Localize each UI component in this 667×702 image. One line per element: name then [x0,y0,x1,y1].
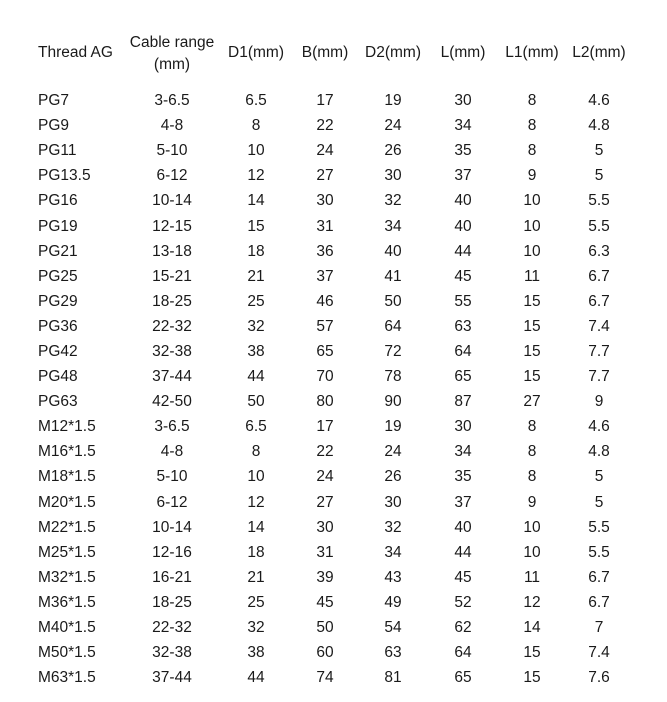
table-row [30,464,632,489]
cell-d1: 18 [247,242,265,260]
cell-l1: 10 [523,543,541,561]
table-row [30,163,632,188]
table-row [30,515,632,540]
cell-thread: PG11 [38,142,77,160]
cell-cable-range: 4-8 [160,117,184,135]
cell-b: 36 [316,242,334,260]
cell-l2: 7 [594,619,604,637]
header-thread: Thread AG [38,44,113,61]
cell-l1: 15 [523,669,541,687]
cell-thread: M63*1.5 [38,669,96,687]
cell-d1: 12 [247,493,265,511]
cell-thread: PG19 [38,217,78,235]
table-body [30,88,632,690]
cell-l1: 8 [527,468,537,486]
cell-l: 63 [454,317,472,335]
cell-d1: 12 [247,167,265,185]
table-row [30,339,632,364]
cell-d2: 26 [384,468,402,486]
header-b: B(mm) [301,44,349,61]
cell-thread: M12*1.5 [38,418,96,436]
table-row [30,314,632,339]
cell-l1: 9 [527,167,537,185]
cell-l1: 15 [523,317,541,335]
cell-d1: 38 [247,644,265,662]
cell-l2: 6.7 [588,568,610,586]
cell-d2: 78 [384,368,402,386]
cell-cable-range: 22-32 [152,619,192,637]
cell-l: 45 [454,267,472,285]
cell-d1: 25 [247,292,265,310]
cell-thread: M16*1.5 [38,443,96,461]
table-row [30,138,632,163]
cell-d1: 10 [247,468,265,486]
cell-d2: 32 [384,192,402,210]
cell-cable-range: 6-12 [156,167,188,185]
cell-l2: 4.6 [588,418,610,436]
header-cable-range-line2: (mm) [153,56,191,73]
cell-cable-range: 5-10 [156,142,188,160]
cell-l: 64 [454,644,472,662]
cell-d2: 81 [384,669,402,687]
cell-l: 37 [454,493,472,511]
cell-l2: 7.6 [588,669,610,687]
cell-d2: 30 [384,493,402,511]
cell-b: 57 [316,317,334,335]
cell-l: 34 [454,443,472,461]
cell-d2: 24 [384,443,402,461]
cell-l2: 6.3 [588,242,610,260]
cell-thread: M25*1.5 [38,543,96,561]
cell-d2: 72 [384,342,402,360]
cell-l: 30 [454,92,472,110]
table-row [30,665,632,690]
cell-thread: PG29 [38,292,78,310]
cell-l1: 8 [527,443,537,461]
cell-l1: 10 [523,217,541,235]
cell-l: 55 [454,292,472,310]
cell-cable-range: 16-21 [152,568,192,586]
table-row [30,389,632,414]
cell-l1: 9 [527,493,537,511]
cell-l2: 5.5 [588,543,610,561]
header-l1: L1(mm) [505,44,559,61]
cell-d2: 49 [384,593,402,611]
cell-l2: 9 [594,393,604,411]
header-row [30,30,632,88]
cell-l2: 5 [594,493,604,511]
cell-cable-range: 10-14 [152,192,192,210]
cell-l: 45 [454,568,472,586]
cell-cable-range: 37-44 [152,368,192,386]
cell-b: 60 [316,644,334,662]
cell-d1: 10 [247,142,265,160]
cell-b: 30 [316,192,334,210]
cell-l1: 8 [527,117,537,135]
cell-d1: 6.5 [245,418,267,436]
table-row [30,113,632,138]
cell-l1: 15 [523,342,541,360]
table-row [30,439,632,464]
cell-d2: 19 [384,92,402,110]
cell-b: 30 [316,518,334,536]
cell-b: 70 [316,368,334,386]
header-d2: D2(mm) [365,44,421,61]
table-row [30,289,632,314]
cell-d2: 34 [384,543,402,561]
cell-b: 22 [316,117,334,135]
cell-l2: 6.7 [588,267,610,285]
cell-cable-range: 12-16 [152,543,192,561]
cell-b: 24 [316,468,334,486]
cell-l1: 11 [523,267,541,285]
cell-d1: 14 [247,192,265,210]
header-l2: L2(mm) [572,44,626,61]
cell-b: 37 [316,267,334,285]
cell-b: 39 [316,568,334,586]
cell-d2: 64 [384,317,402,335]
cell-l1: 14 [523,619,541,637]
cell-l2: 5 [594,142,604,160]
cell-cable-range: 10-14 [152,518,192,536]
cell-b: 27 [316,493,334,511]
cell-b: 24 [316,142,334,160]
table-row [30,615,632,640]
cell-d1: 18 [247,543,265,561]
cell-d2: 54 [384,619,402,637]
cell-thread: M32*1.5 [38,568,96,586]
cell-l: 40 [454,192,472,210]
cell-l1: 10 [523,192,541,210]
cell-d1: 25 [247,593,265,611]
cell-b: 46 [316,292,334,310]
cell-l2: 5.5 [588,518,610,536]
cell-thread: PG25 [38,267,78,285]
cell-d1: 8 [251,117,261,135]
cell-cable-range: 42-50 [152,393,192,411]
cell-thread: M22*1.5 [38,518,96,536]
cell-d2: 90 [384,393,402,411]
cell-b: 17 [316,418,334,436]
cable-gland-spec-table [30,30,632,690]
cell-thread: M20*1.5 [38,493,96,511]
cell-l1: 15 [523,368,541,386]
cell-b: 17 [316,92,334,110]
cell-d2: 41 [384,267,402,285]
cell-l2: 7.7 [588,368,610,386]
cell-l1: 12 [523,593,541,611]
cell-d2: 43 [384,568,402,586]
cell-thread: PG21 [38,242,78,260]
cell-d2: 32 [384,518,402,536]
cell-d1: 32 [247,317,265,335]
cell-l2: 6.7 [588,593,610,611]
cell-l1: 8 [527,418,537,436]
cell-thread: M36*1.5 [38,593,96,611]
cell-l2: 4.8 [588,117,610,135]
cell-b: 45 [316,593,334,611]
cell-cable-range: 4-8 [160,443,184,461]
cell-l2: 7.4 [588,644,610,662]
cell-b: 80 [316,393,334,411]
cell-d2: 34 [384,217,402,235]
cell-l: 37 [454,167,472,185]
cell-l2: 5 [594,167,604,185]
cell-l: 40 [454,217,472,235]
table-row [30,590,632,615]
cell-l1: 11 [523,568,541,586]
table-header [30,30,632,88]
cell-l2: 7.4 [588,317,610,335]
cell-l1: 10 [523,518,541,536]
cell-cable-range: 32-38 [152,342,192,360]
table-row [30,239,632,264]
cell-b: 31 [316,217,334,235]
cell-l: 52 [454,593,472,611]
cell-cable-range: 13-18 [152,242,192,260]
header-cable-range [124,30,220,88]
cell-d1: 50 [247,393,265,411]
cell-l2: 4.6 [588,92,610,110]
cell-d1: 38 [247,342,265,360]
cell-cable-range: 18-25 [152,593,192,611]
cell-cable-range: 22-32 [152,317,192,335]
table-row [30,364,632,389]
cell-cable-range: 18-25 [152,292,192,310]
table-row [30,213,632,238]
cell-l2: 5.5 [588,192,610,210]
cell-l1: 8 [527,92,537,110]
table-row [30,490,632,515]
cell-thread: PG16 [38,192,78,210]
cell-d2: 40 [384,242,402,260]
cell-thread: M18*1.5 [38,468,96,486]
cell-l: 35 [454,468,472,486]
cell-l: 65 [454,368,472,386]
cell-cable-range: 32-38 [152,644,192,662]
cell-l: 64 [454,342,472,360]
cell-cable-range: 3-6.5 [154,418,190,436]
table-row [30,88,632,113]
cell-l2: 6.7 [588,292,610,310]
cell-d1: 6.5 [245,92,267,110]
table-row [30,640,632,665]
cell-d2: 24 [384,117,402,135]
cell-d1: 21 [247,568,265,586]
cell-b: 50 [316,619,334,637]
cell-d2: 19 [384,418,402,436]
cell-l: 44 [454,242,472,260]
cell-thread: PG42 [38,342,78,360]
cell-cable-range: 12-15 [152,217,192,235]
cell-l1: 15 [523,292,541,310]
cell-d2: 26 [384,142,402,160]
cell-thread: PG13.5 [38,167,91,185]
cell-l: 62 [454,619,472,637]
cell-l: 35 [454,142,472,160]
cell-thread: PG36 [38,317,78,335]
cell-b: 22 [316,443,334,461]
cell-d2: 63 [384,644,402,662]
cell-l2: 7.7 [588,342,610,360]
cell-d1: 15 [247,217,265,235]
cell-thread: PG63 [38,393,78,411]
cell-b: 65 [316,342,334,360]
cell-thread: M50*1.5 [38,644,96,662]
cell-l1: 10 [523,242,541,260]
cell-d1: 21 [247,267,265,285]
cell-cable-range: 15-21 [152,267,192,285]
cell-d1: 32 [247,619,265,637]
cell-cable-range: 3-6.5 [154,92,190,110]
cell-l2: 4.8 [588,443,610,461]
cell-l: 40 [454,518,472,536]
cell-l: 87 [454,393,472,411]
cell-l1: 15 [523,644,541,662]
cell-thread: PG7 [38,92,70,110]
cell-l1: 8 [527,142,537,160]
cell-l1: 27 [523,393,541,411]
cell-cable-range: 37-44 [152,669,192,687]
cell-d1: 44 [247,669,265,687]
header-l: L(mm) [440,44,486,61]
cell-d1: 44 [247,368,265,386]
cell-cable-range: 6-12 [156,493,188,511]
table-row [30,188,632,213]
table-row [30,264,632,289]
cell-l2: 5.5 [588,217,610,235]
cell-l: 65 [454,669,472,687]
cell-b: 27 [316,167,334,185]
table-row [30,540,632,565]
table-row [30,414,632,439]
cell-thread: PG48 [38,368,78,386]
cell-d1: 8 [251,443,261,461]
cell-d2: 30 [384,167,402,185]
cell-b: 31 [316,543,334,561]
cell-d2: 50 [384,292,402,310]
cell-l: 44 [454,543,472,561]
header-d1: D1(mm) [228,44,284,61]
cell-cable-range: 5-10 [156,468,188,486]
cell-thread: PG9 [38,117,70,135]
header-cable-range-line1: Cable range [129,34,215,51]
cell-l2: 5 [594,468,604,486]
cell-d1: 14 [247,518,265,536]
table-row [30,565,632,590]
cell-thread: M40*1.5 [38,619,96,637]
cell-b: 74 [316,669,334,687]
cell-l: 30 [454,418,472,436]
cell-l: 34 [454,117,472,135]
